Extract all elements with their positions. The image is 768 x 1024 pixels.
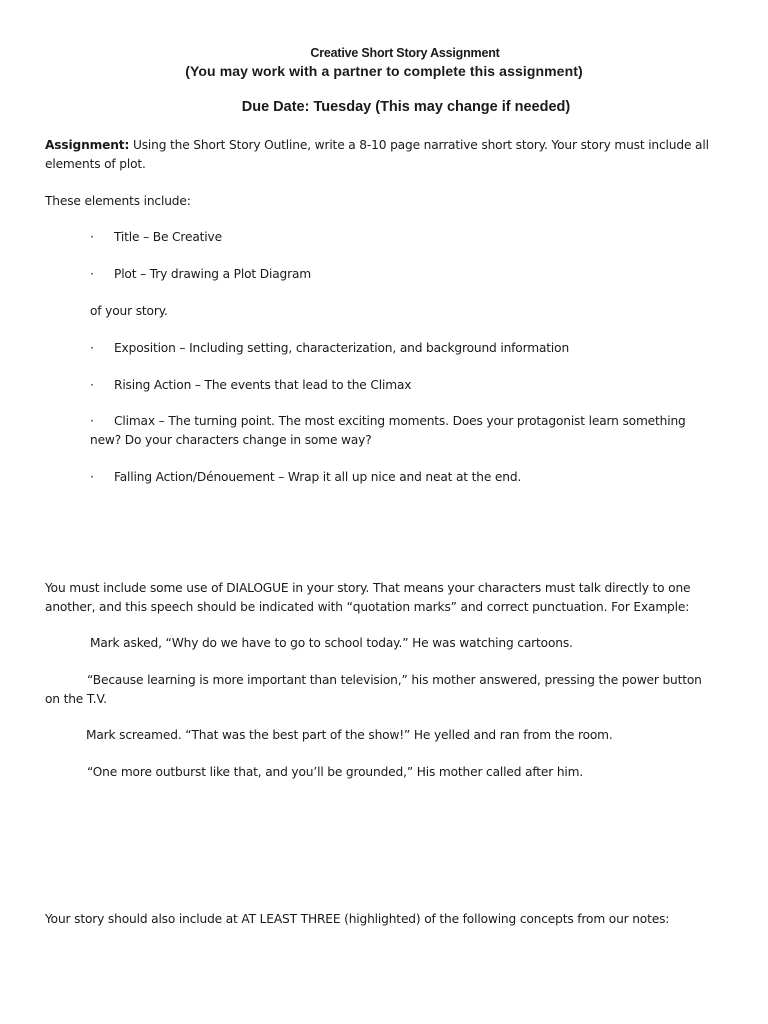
bullet-dot: ·: [90, 230, 94, 244]
document-subtitle: (You may work with a partner to complete this assignment): [185, 63, 583, 79]
elements-intro: These elements include:: [45, 194, 191, 208]
bullet-dot: ·: [90, 470, 94, 484]
dialogue-intro-line-2: another, and this speech should be indicated with “quotation marks” and correct punctuation. For Example:: [45, 599, 690, 614]
assignment-label: Assignment:: [45, 138, 130, 152]
dialogue-example-2-line-2: on the T.V.: [45, 691, 107, 706]
bullet-climax-text-2: new? Do your characters change in some way?: [90, 432, 372, 447]
bullet-title-text: Title – Be Creative: [114, 230, 222, 244]
dialogue-example-2-line-1: “Because learning is more important than television,” his mother answered, pressing the power button: [87, 673, 702, 687]
bullet-rising-action-text: Rising Action – The events that lead to the Climax: [114, 378, 412, 392]
plot-continued: of your story.: [90, 304, 168, 318]
dialogue-example-1: Mark asked, “Why do we have to go to school today.” He was watching cartoons.: [90, 636, 573, 650]
bullet-title: [90, 228, 222, 247]
bullet-plot-text: Plot – Try drawing a Plot Diagram: [114, 267, 312, 281]
bullet-dot: ·: [90, 414, 94, 428]
due-date: Due Date: Tuesday (This may change if needed): [241, 99, 571, 115]
bullet-dot: ·: [90, 378, 94, 392]
dialogue-intro: [45, 579, 735, 616]
bullet-dot: ·: [90, 341, 94, 355]
dialogue-example-4: “One more outburst like that, and you’ll be grounded,” His mother called after him.: [87, 765, 584, 779]
concepts-intro: Your story should also include at AT LEAST THREE (highlighted) of the following concepts from our notes:: [45, 912, 670, 926]
bullet-plot: [90, 265, 311, 284]
assignment-text-2: elements of plot.: [45, 156, 146, 171]
document-title: Creative Short Story Assignment: [310, 46, 500, 60]
bullet-climax: [90, 412, 686, 449]
bullet-falling-action: [90, 468, 521, 487]
assignment-paragraph: [45, 136, 735, 173]
bullet-climax-text-1: Climax – The turning point. The most exciting moments. Does your protagonist learn something: [114, 414, 686, 428]
dialogue-example-3: Mark screamed. “That was the best part of the show!” He yelled and ran from the room.: [86, 728, 613, 742]
bullet-rising-action: [90, 376, 411, 395]
dialogue-example-2: [45, 671, 735, 708]
assignment-line-1: [45, 136, 735, 155]
assignment-text-1: Using the Short Story Outline, write a 8-10 page narrative short story. Your story must include all: [129, 138, 709, 152]
bullet-exposition: [90, 339, 569, 358]
dialogue-intro-line-1: You must include some use of DIALOGUE in your story. That means your characters must talk directly to one: [45, 581, 691, 595]
bullet-dot: ·: [90, 267, 94, 281]
bullet-exposition-text: Exposition – Including setting, characterization, and background information: [114, 341, 570, 355]
bullet-falling-action-text: Falling Action/Dénouement – Wrap it all up nice and neat at the end.: [114, 470, 522, 484]
